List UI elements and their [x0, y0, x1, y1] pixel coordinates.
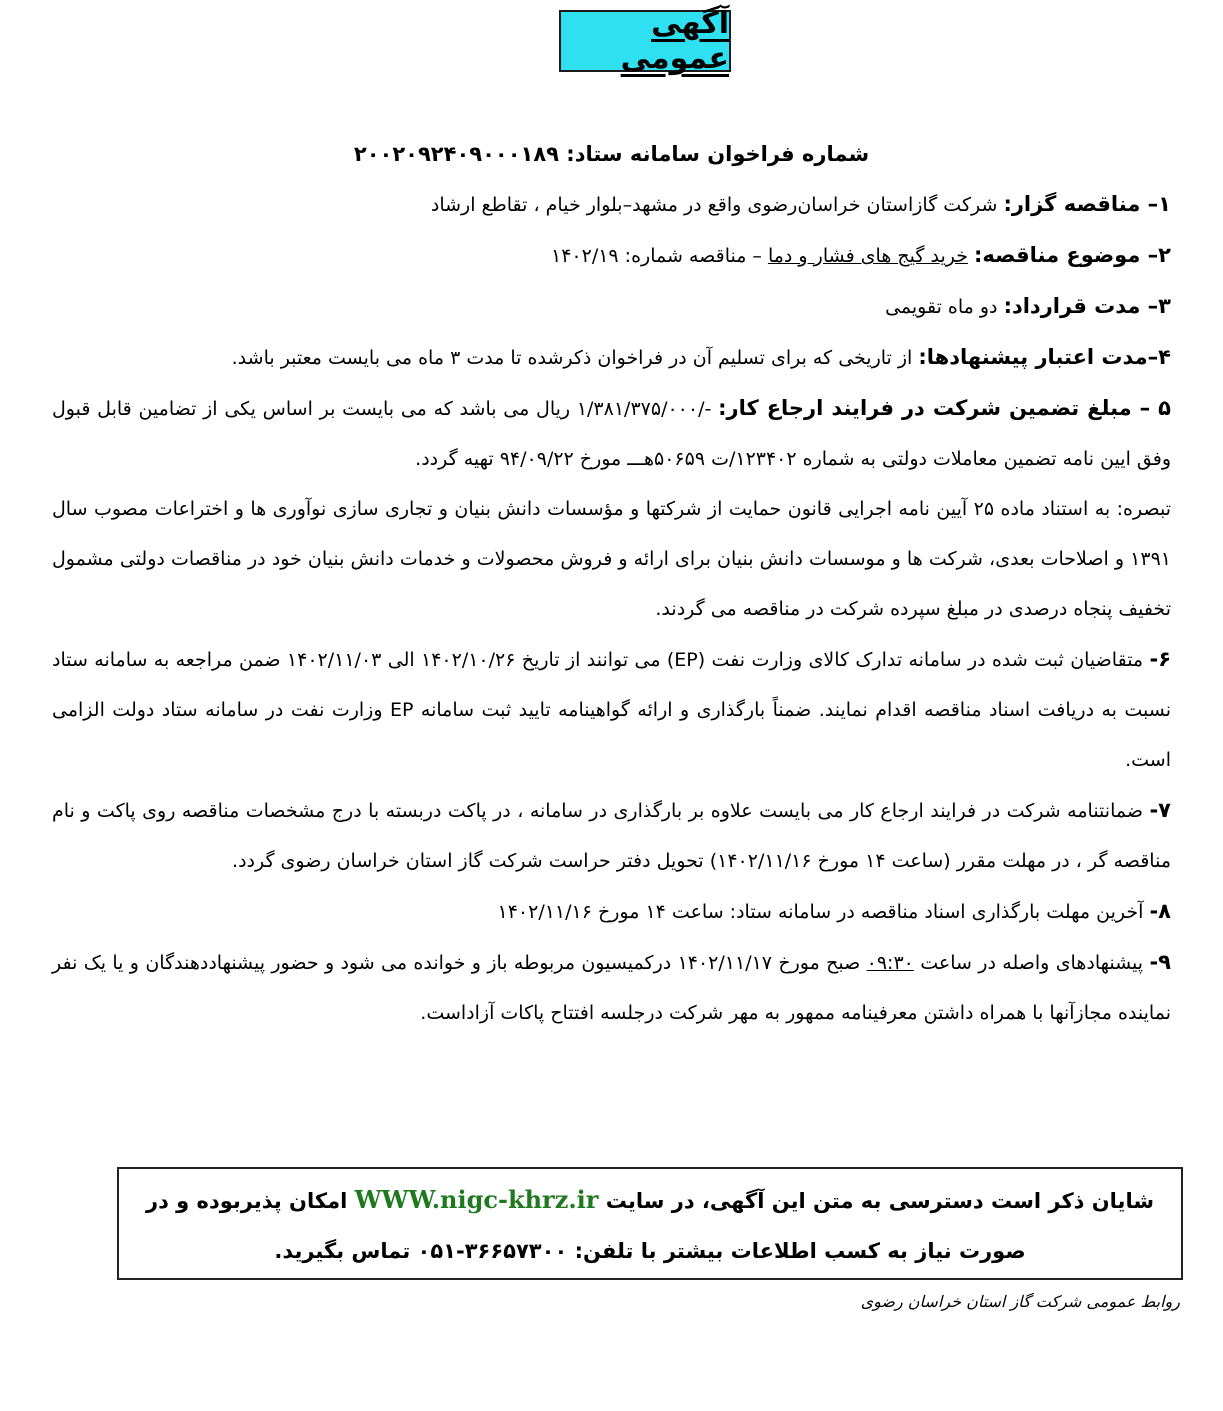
item-9-time: ۰۹:۳۰ — [866, 952, 914, 974]
item-6 — [52, 634, 1171, 785]
item-3-label: ۳– مدت قرارداد: — [1003, 294, 1171, 318]
item-7-label: ۷- — [1149, 798, 1171, 822]
item-2-label: ۲– موضوع مناقصه: — [974, 243, 1171, 267]
item-8 — [52, 886, 1171, 937]
item-3-text: دو ماه تقویمی — [885, 296, 1004, 318]
item-2-subject: خرید گیج های فشار و دما — [767, 245, 968, 267]
item-6-label: ۶- — [1149, 647, 1172, 671]
item-6-text: متقاضیان ثبت شده در سامانه تدارک کالای وزارت نفت (EP) می توانند از تاریخ ۱۴۰۲/۱۰/۲۶ الی ۱۴۰۲/۱۱/۰۳ ضمن مراجعه به سامانه ستاد نسبت به دریافت اسناد مناقصه اقدام نمایند. ضمناً بارگذاری و ارائه گواهینامه تایید ثبت سامانه EP وزارت نفت در سامانه ستاد دولت الزامی است. — [52, 649, 1172, 771]
item-1-text: شرکت گازاستان خراسان‌رضوی واقع در مشهد–بلوار خیام ، تقاطع ارشاد — [430, 194, 1004, 216]
website-link[interactable]: WWW.nigc-khrz.ir — [354, 1185, 599, 1214]
title-box — [559, 6, 731, 76]
notice-text-part1: شایان ذکر است دسترسی به متن این آگهی، در سایت — [598, 1189, 1154, 1213]
item-5-text: -/۱/۳۸۱/۳۷۵/۰۰۰ ریال می باشد که می بایست بر اساس یکی از تضامین قابل قبول وفق ایین نامه تضمین معاملات دولتی به شماره ۱۲۳۴۰۲/ت ۵۰۶۵۹هـــ مورخ ۹۴/۰۹/۲۲ تهیه گردد. — [52, 398, 1171, 470]
item-5-label: ۵ – مبلغ تضمین شرکت در فرایند ارجاع کار: — [718, 396, 1171, 420]
contact-notice-box — [117, 1167, 1183, 1280]
item-7 — [52, 785, 1171, 886]
notice-text-part2: امکان پذیربوده و در صورت نیاز به کسب اطلاعات بیشتر با تلفن: ۳۶۶۵۷۳۰۰-۰۵۱ تماس بگیرید. — [146, 1189, 1026, 1263]
item-8-text: آخرین مهلت بارگذاری اسناد مناقصه در سامانه ستاد: ساعت ۱۴ مورخ ۱۴۰۲/۱۱/۱۶ — [497, 901, 1150, 923]
item-9-label: ۹- — [1149, 950, 1171, 974]
item-4 — [52, 332, 1171, 383]
call-number: شماره فراخوان سامانه ستاد: ۲۰۰۲۰۹۲۴۰۹۰۰۰۱۸۹ — [353, 142, 870, 166]
item-1 — [52, 179, 1171, 230]
item-9-post: صبح مورخ ۱۴۰۲/۱۱/۱۷ درکمیسیون مربوطه باز و خوانده می شود و حضور پیشنهاددهندگان و یا یک نفر نماینده مجازآنها با همراه داشتن معرفینامه ممهور به مهر شرکت درجلسه افتتاح پاکات آزاداست. — [52, 952, 1171, 1024]
page-title: آگهی عمومی — [620, 6, 729, 76]
announcement-body — [52, 108, 1171, 1038]
item-3 — [52, 281, 1171, 332]
item-5 — [52, 383, 1171, 484]
item-7-text: ضمانتنامه شرکت در فرایند ارجاع کار می بایست علاوه بر بارگذاری در سامانه ، در پاکت دربسته با درج مشخصات مناقصه روی پاکت و نام مناقصه گر ، در مهلت مقرر (ساعت ۱۴ مورخ ۱۴۰۲/۱۱/۱۶) تحویل دفتر حراست شرکت گاز استان خراسان رضوی گردد. — [52, 800, 1171, 872]
public-relations-signature: روابط عمومی شرکت گاز استان خراسان رضوی — [860, 1292, 1180, 1311]
note-paragraph: تبصره: به استناد ماده ۲۵ آیین نامه اجرایی قانون حمایت از شرکتها و مؤسسات دانش بنیان و تجاری سازی نوآوری ها و اختراعات مصوب سال ۱۳۹۱ و اصلاحات بعدی، شرکت ها و موسسات دانش بنیان برای ارائه و فروش محصولات و خدمات دانش بنیان خود در مناقصات دولتی مشمول تخفیف پنجاه درصدی در مبلغ سپرده شرکت در مناقصه می گردند. — [52, 498, 1171, 620]
item-2-rest: – مناقصه شماره: ۱۴۰۲/۱۹ — [551, 245, 768, 267]
item-4-label: ۴–مدت اعتبار پیشنهادها: — [918, 345, 1171, 369]
item-2 — [52, 230, 1171, 281]
item-9 — [52, 937, 1171, 1038]
item-9-pre: پیشنهادهای واصله در ساعت — [913, 952, 1150, 974]
item-8-label: ۸- — [1149, 899, 1171, 923]
item-4-text: از تاریخی که برای تسلیم آن در فراخوان ذکرشده تا مدت ۳ ماه می بایست معتبر باشد. — [231, 347, 919, 369]
item-1-label: ۱– مناقصه گزار: — [1003, 192, 1171, 216]
